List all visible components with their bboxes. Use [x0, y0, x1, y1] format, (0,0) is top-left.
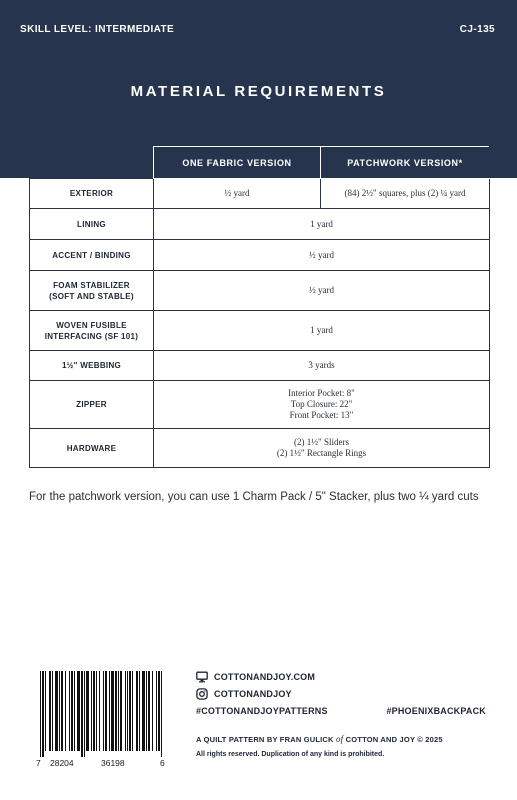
- instagram-icon: [196, 688, 208, 700]
- barcode-bar: [42, 671, 44, 757]
- barcode-bar: [84, 671, 85, 757]
- row-value-patchwork: [321, 179, 490, 209]
- barcode-bar: [71, 671, 73, 751]
- barcode-bar: [158, 671, 160, 751]
- barcode-bar: [132, 671, 133, 751]
- barcode-bar: [99, 671, 100, 751]
- row-label: [30, 429, 154, 468]
- website-row: [196, 668, 486, 685]
- barcode-bar: [161, 671, 162, 757]
- credit-of: of: [335, 734, 344, 744]
- barcode-bar: [139, 671, 140, 751]
- table-row: [30, 381, 490, 429]
- barcode-bar: [93, 671, 95, 751]
- barcode-bar: [55, 671, 58, 751]
- barcode-bar: [86, 671, 89, 751]
- credit-suffix: COTTON AND JOY © 2025: [345, 735, 443, 744]
- rights-notice: All rights reserved. Duplication of any kind is prohibited.: [196, 751, 385, 758]
- pattern-credit: [196, 734, 486, 744]
- barcode-bar: [81, 671, 83, 757]
- row-value: [154, 271, 490, 311]
- row-value: [154, 240, 490, 271]
- row-label: [30, 240, 154, 271]
- cell-line: 1 yard: [310, 325, 333, 335]
- page-title: MATERIAL REQUIREMENTS: [130, 83, 387, 100]
- barcode-bar: [77, 671, 80, 751]
- row-value: [154, 351, 490, 381]
- table-row: [30, 311, 490, 351]
- cell-line: FOAM STABILIZER: [53, 280, 130, 290]
- cell-line: ½ yard: [309, 285, 334, 295]
- cell-line: 3 yards: [308, 360, 335, 370]
- barcode-bar: [91, 671, 92, 751]
- column-header-patchwork: PATCHWORK VERSION*: [321, 147, 490, 179]
- instagram-handle[interactable]: COTTONANDJOY: [214, 688, 292, 699]
- barcode-bar: [129, 671, 131, 751]
- table-row: [30, 209, 490, 240]
- blank-header-cell: [30, 147, 154, 179]
- cell-line: (84) 2½" squares, plus (2) ¼ yard: [344, 188, 466, 198]
- contact-block: [196, 668, 486, 719]
- barcode-bar: [105, 671, 107, 751]
- barcode-bar: [148, 671, 150, 751]
- cell-line: LINING: [77, 219, 106, 229]
- barcode-bar: [115, 671, 117, 751]
- cell-line: EXTERIOR: [69, 189, 114, 198]
- row-value: [154, 381, 490, 429]
- barcode-bar: [111, 671, 114, 751]
- row-value-one-fabric: [154, 179, 321, 209]
- cell-line: Top Closure: 22": [290, 399, 353, 409]
- cell-line: Interior Pocket: 8": [288, 388, 355, 398]
- cell-line: ½ yard: [224, 188, 250, 198]
- column-header-one-fabric: ONE FABRIC VERSION: [154, 147, 321, 179]
- hashtag-brand: #COTTONANDJOYPATTERNS: [196, 705, 328, 716]
- barcode-bar: [156, 671, 157, 751]
- cell-line: (2) 1½" Rectangle Rings: [276, 448, 367, 458]
- cell-line: (2) 1½" Sliders: [294, 437, 349, 447]
- monitor-icon: [196, 671, 208, 683]
- barcode-bar: [152, 671, 153, 751]
- barcode-bar: [52, 671, 53, 751]
- website-link[interactable]: COTTONANDJOY.COM: [214, 671, 316, 682]
- barcode-digit-lead: 7: [36, 758, 41, 768]
- cell-line: INTERFACING (SF 101): [44, 331, 139, 341]
- barcode-bar: [96, 671, 97, 751]
- cell-line: ½ yard: [309, 249, 334, 260]
- cell-line: WOVEN FUSIBLE: [56, 320, 127, 330]
- barcode-bar: [127, 671, 128, 751]
- barcode-bar: [136, 671, 138, 751]
- barcode-bar: [49, 671, 51, 751]
- row-label: [30, 351, 154, 381]
- cell-line: (SOFT AND STABLE): [49, 291, 134, 301]
- row-value: [154, 311, 490, 351]
- cell-line: HARDWARE: [66, 443, 117, 453]
- table-row: [30, 351, 490, 381]
- barcode-bar: [120, 671, 122, 751]
- barcode-bar: [69, 671, 70, 751]
- material-requirements-table: [29, 146, 490, 468]
- skill-level: SKILL LEVEL: INTERMEDIATE: [20, 24, 175, 35]
- row-label: [30, 381, 154, 429]
- barcode-bar: [61, 671, 63, 751]
- barcode-bar: [45, 671, 46, 751]
- table-row: [30, 429, 490, 468]
- barcode-bar: [74, 671, 75, 751]
- hashtags-row: [196, 702, 486, 719]
- barcode-bar: [65, 671, 66, 751]
- row-label: [30, 209, 154, 240]
- barcode-bar: [109, 671, 110, 751]
- barcode-bar: [142, 671, 145, 751]
- cell-line: Front Pocket: 13": [289, 410, 354, 420]
- row-label: [30, 179, 154, 209]
- cell-line: ACCENT / BINDING: [52, 250, 131, 260]
- credit-prefix: A QUILT PATTERN BY FRAN GULICK: [196, 735, 334, 744]
- cell-line: 1 yard: [310, 218, 333, 229]
- row-value: [154, 209, 490, 240]
- barcode-digit-check: 6: [160, 758, 165, 768]
- barcode-bars: [36, 671, 168, 757]
- hashtag-pattern: #PHOENIXBACKPACK: [386, 705, 486, 716]
- barcode-bar: [146, 671, 147, 751]
- table-row: [30, 179, 490, 209]
- instagram-row: [196, 685, 486, 702]
- barcode-bar: [103, 671, 104, 751]
- row-value: [154, 429, 490, 468]
- cell-line: ZIPPER: [76, 400, 107, 409]
- barcode-bar: [40, 671, 41, 757]
- row-label: [30, 271, 154, 311]
- table-row: [30, 271, 490, 311]
- barcode-digit-group-1: 28204: [50, 758, 74, 768]
- barcode: [36, 671, 168, 771]
- barcode-bar: [118, 671, 119, 751]
- cell-line: 1½" WEBBING: [61, 361, 122, 370]
- barcode-bar: [125, 671, 126, 751]
- table-header-row: [30, 147, 490, 179]
- row-label: [30, 311, 154, 351]
- table-row: [30, 240, 490, 271]
- pattern-code: CJ-135: [459, 24, 495, 35]
- barcode-digit-group-2: 36198: [101, 758, 125, 768]
- barcode-bar: [59, 671, 60, 751]
- patchwork-note: For the patchwork version, you can use 1 Charm Pack / 5" Stacker, plus two ¼ yard cuts: [29, 491, 479, 503]
